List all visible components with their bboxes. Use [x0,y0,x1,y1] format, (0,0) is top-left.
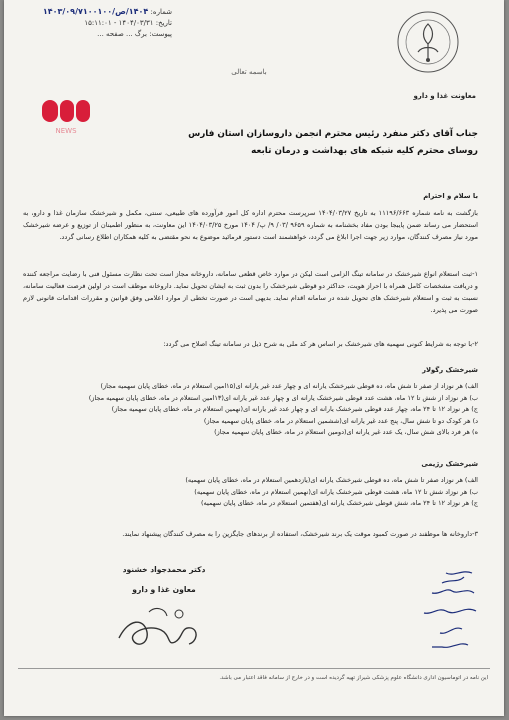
signature-block [104,560,224,600]
recipient-1: جناب آقای دکتر منفرد رئیس محترم انجمن داروسازان استان فارس [188,129,478,139]
footer-note: این نامه در اتوماسیون اداری دانشگاه علوم پزشکی شیراز تهیه گردیده است و در خارج از سامانه فاقد اعتبار می باشد. [219,675,488,681]
list-item: الف) هر نوزاد صفر تا شش ماه، ده قوطی شیرخشک یارانه ای(یازدهمین استعلام در ماه، خطای پایان سهمیه) [185,476,478,484]
list-item: ب) هر نوزاد شش تا ۱۲ ماه، هشت قوطی شیرخشک یارانه ای(نهمین استعلام در ماه، خطای پایان سهمیه) [194,487,478,496]
university-logo-icon [396,10,460,74]
paragraph-2: ۲-با توجه به شرایط کنونی سهمیه های شیرخشک بر اساس هر کد ملی به شرح ذیل در سامانه تینگ اصلاح می گردد: [163,340,478,348]
list-item: د) هر کودک دو تا شش سال، پنج عدد غیر یارانه ای(ششمین استعلام در ماه، خطای پایان سهمیه مجاز) [203,416,478,425]
basmala: باسمه تعالی [231,68,267,76]
number-row: شماره: ۱۴۰۴/ص/۱۴۰۳/۰۹/۷۱۰۰۱۰۰ [42,7,172,16]
footer-divider [18,668,490,669]
date-value: ۱۴۰۴/۰۳/۳۱ - ۱۵:۱۱:۰۱ [84,19,154,27]
attachment-label: پیوست [151,30,172,38]
paragraph-3: ۳-داروخانه ها موظفند در صورت کمبود موقت یک برند شیرخشک، استفاده از برندهای جایگزین را به مصرف کنندگان پیشنهاد نمایند. [122,530,478,538]
recipients [28,126,478,160]
list-item: ج) هر نوزاد ۱۲ تا ۲۴ ماه، شش قوطی شیرخشک یارانه ای(هفتمین استعلام در ماه، خطای پایان سهمیه) [200,499,478,507]
date-row: تاریخ: ۱۴۰۴/۰۳/۳۱ - ۱۵:۱۱:۰۱ [84,19,172,27]
number-label: شماره [152,8,172,16]
list-item: ب) هر نوزاد از شش تا ۱۲ ماه، هشت عدد قوطی شیرخشک یارانه ای و چهار عدد غیر یارانه ای(۱۳امین استعلام در ماه، خطای پایان سهمیه مجاز) [88,393,478,402]
signer-title: معاون غذا و دارو [132,585,196,594]
number-value: ۱۴۰۴/ص/۱۴۰۳/۰۹/۷۱۰۰۱۰۰ [42,7,149,16]
signature-scribble-icon [109,598,209,660]
greeting: با سلام و احترام [423,192,478,200]
attachment-row: پیوست: برگ ... صفحه ... [97,30,172,38]
badge-text: NEWS [55,127,77,135]
special-formula-list [23,475,478,510]
department-title: معاونت غذا و دارو [413,92,476,100]
regular-formula-title: شیرخشک رگولار [422,366,478,374]
recipient-2: روسای محترم کلیه شبکه های بهداشت و درمان تابعه [251,146,478,156]
regular-formula-list [23,381,478,439]
attachment-value: برگ ... صفحه ... [97,30,147,38]
signer-name: دکتر محمدجواد خشنود [122,565,206,574]
letter-meta [22,6,172,40]
intro-paragraph: بازگشت به نامه شماره ۱۱۱۹۶/۶۶۳ به تاریخ ۱۴۰۴/۰۳/۲۷ سرپرست محترم اداره کل امور فرآورده های طبیعی، سنتی، مکمل و شیرخشک سازمان غذا و دارو، به استحضار می رساند ضمن پایبجا بودن مفاد بخشنامه به شماره ۹۶۵۹ /۰۳/ ۹/ پ/ ۱۴۰۴ مورخ ۱۴۰۴/۰۳/۲۵ این معاونت، به منظور اطمینان از توزیع و عرضه شیرخشک مورد نیاز مصرف کنندگان، موارد زیر جهت اجرا ابلاغ می گردد، خواهشمند است دستور فرمائید موضوع به نحو مقتضی به کلیه همکاران اطلاع رسانی گردد. [23,209,479,241]
handwritten-note-icon [402,565,482,655]
paragraph-1: ۱-ثبت استعلام انواع شیرخشک در سامانه تینگ الزامی است لیکن در موارد خاص قطعی سامانه، داروخانه مجاز است تحت نظارت مسئول فنی با رضایت مراجعه کننده و دریافت مشخصات کامل همراه با احراز هویت، حداکثر دو قوطی شیرخشک را بدون ثبت به ایشان تحویل نماید. داروخانه موظف است در اولین فرصت فعالیت سامانه، نسبت به ثبت و استعلام شیرخشک های تحویل شده در سامانه اقدام نماید. بدیهی است در صورت تخطی از موارد اعلامی وفق قوانین و مقررات اقدامات قانونی لازم صورت می پذیرد. [23,270,478,314]
list-item: ه) هر فرد بالای شش سال، یک عدد غیر یارانه ای(دومین استعلام در ماه، خطای پایان سهمیه مجاز) [214,428,478,436]
special-formula-title: شیرخشک رژیمی [421,460,478,468]
list-item: ج) هر نوزاد ۱۲ تا ۲۴ ماه، چهار عدد قوطی شیرخشک یارانه ای و چهار عدد غیر یارانه ای(نهمین استعلام در ماه، خطای پایان سهمیه مجاز) [111,405,478,413]
letter-page [4,0,504,716]
date-label: تاریخ [158,19,172,27]
list-item: الف) هر نوزاد از صفر تا شش ماه، ده قوطی شیرخشک یارانه ای و چهار عدد غیر یارانه ای(۱۵امین استعلام در ماه، خطای پایان سهمیه مجاز) [100,382,478,390]
